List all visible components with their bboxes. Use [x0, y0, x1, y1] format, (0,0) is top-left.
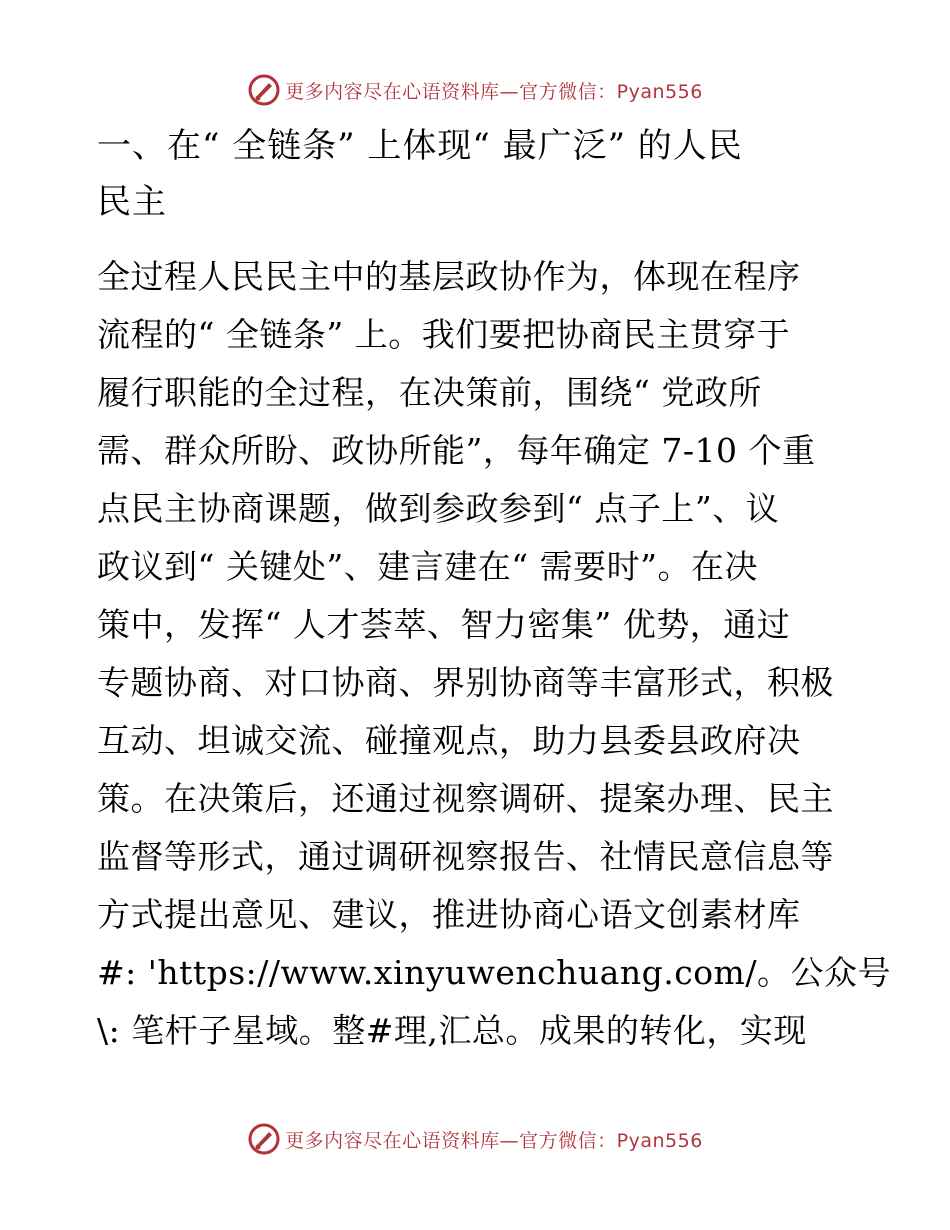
body-paragraph	[97, 248, 891, 1060]
body-line: 专题协商、对口协商、界别协商等丰富形式，积极	[97, 663, 834, 702]
body-line: #: 'https://www.xinyuwenchuang.com/。公众号	[97, 953, 891, 992]
body-line: 流程的“ 全链条” 上。我们要把协商民主贯穿于	[97, 315, 791, 354]
brush-seal-icon	[247, 73, 281, 107]
body-line: 策。在决策后，还通过视察调研、提案办理、民主	[97, 779, 834, 818]
body-line: 需、群众所盼、政协所能”，每年确定 7-10 个重	[97, 431, 816, 470]
body-line: 政议到“ 关键处”、建言建在“ 需要时”。在决	[97, 547, 758, 586]
body-line: 点民主协商课题，做到参政参到“ 点子上”、议	[97, 489, 780, 528]
body-line: 方式提出意见、建议，推进协商心语文创素材库	[97, 895, 801, 934]
watermark-text: 更多内容尽在心语资料库—官方微信：Pyan556	[285, 1129, 703, 1152]
heading-line: 一、在“ 全链条” 上体现“ 最广泛” 的人民	[97, 126, 743, 166]
body-line: 策中，发挥“ 人才荟萃、智力密集” 优势，通过	[97, 605, 791, 644]
watermark-banner-top	[0, 68, 950, 112]
watermark-banner-bottom	[0, 1117, 950, 1161]
heading-line: 民主	[97, 182, 167, 222]
body-line: 互动、坦诚交流、碰撞观点，助力县委县政府决	[97, 721, 801, 760]
brush-seal-icon	[247, 1122, 281, 1156]
body-line: 全过程人民民主中的基层政协作为，体现在程序	[97, 257, 801, 296]
body-line: 履行职能的全过程，在决策前，围绕“ 党政所	[97, 373, 762, 412]
body-line: \: 笔杆子星域。整#理,汇总。成果的转化，实现	[97, 1011, 807, 1050]
body-line: 监督等形式，通过调研视察报告、社情民意信息等	[97, 837, 834, 876]
watermark-text: 更多内容尽在心语资料库—官方微信：Pyan556	[285, 80, 703, 103]
section-heading	[97, 118, 857, 230]
